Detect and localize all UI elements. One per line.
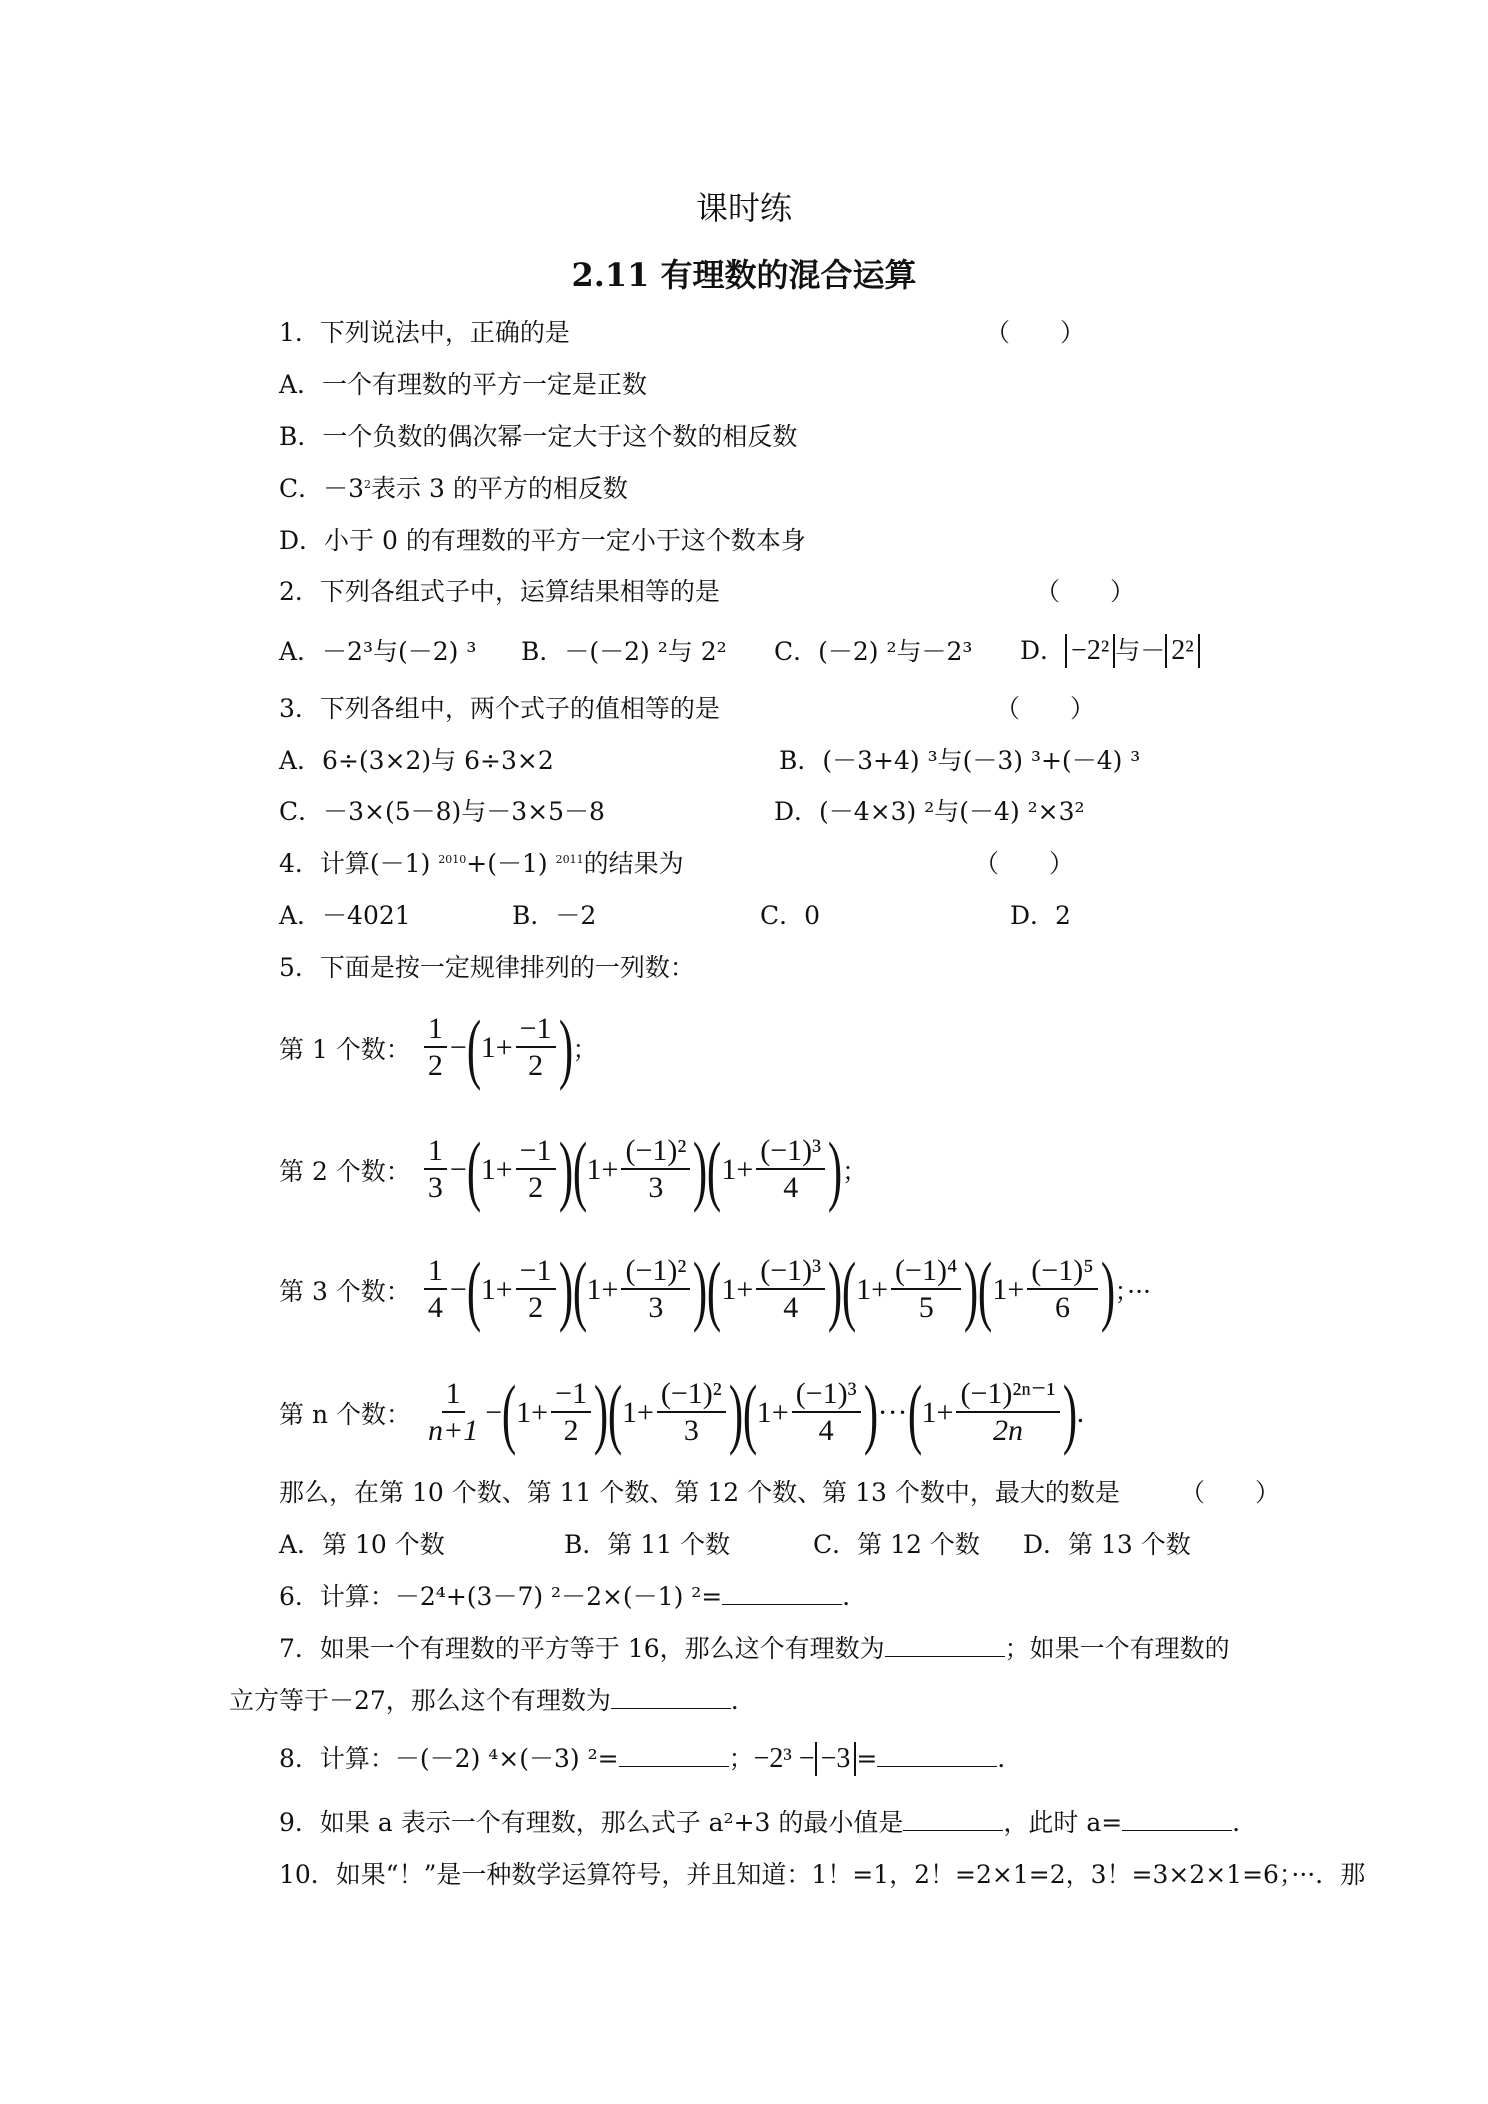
q8-answer-blank-2[interactable] (877, 1744, 997, 1767)
open-paren: ( (841, 1246, 857, 1333)
q5-option-c: C．第 12 个数 (813, 1530, 980, 1559)
q8-eq: = (856, 1744, 878, 1773)
term-frac (516, 1012, 556, 1084)
q4-sup1: 2010 (438, 853, 467, 866)
one-plus: 1+ (992, 1273, 1025, 1306)
q3-option-a: A．6÷(3×2)与 6÷3×2 (279, 746, 554, 775)
open-paren: ( (466, 1246, 481, 1333)
q5-bracket: （ ） (1180, 1478, 1281, 1507)
q3-option-c: C．－3×(5－8)与－3×5－8 (279, 797, 605, 826)
q9-answer-blank-1[interactable] (903, 1808, 1003, 1831)
frac-den: 3 (648, 1171, 664, 1204)
frac-den: 2 (528, 1049, 544, 1082)
q1-option-a: A．一个有理数的平方一定是正数 (279, 370, 648, 399)
frac-num: (−1)²ⁿ⁻¹ (956, 1377, 1059, 1413)
semicolon: ； (842, 1157, 868, 1186)
frac-num: (−1)⁴ (891, 1254, 961, 1290)
open-paren: ( (466, 1004, 481, 1091)
frac-den: 3 (427, 1171, 443, 1204)
one-plus: 1+ (480, 1273, 513, 1306)
q7-text1: 7．如果一个有理数的平方等于 16，那么这个有理数为 (279, 1634, 885, 1663)
q5-row2-lead-frac (424, 1134, 447, 1206)
open-paren: ( (907, 1368, 922, 1456)
q4-option-c: C．0 (760, 901, 821, 930)
q9-mid: ，此时 a= (1003, 1808, 1123, 1837)
term-frac (756, 1254, 825, 1326)
frac-den: 4 (818, 1413, 834, 1447)
one-plus: 1+ (856, 1273, 889, 1306)
minus-sign: − (449, 1273, 467, 1306)
close-paren: ) (558, 1246, 573, 1333)
q6 (279, 1582, 867, 1612)
q8-answer-blank-1[interactable] (619, 1744, 729, 1767)
one-plus: 1+ (756, 1395, 789, 1429)
q2-option-b: B．－(－2) ²与 2² (521, 637, 727, 666)
q1-stem: 1．下列说法中，正确的是 (279, 318, 570, 347)
q1-option-b: B．一个负数的偶次幂一定大于这个数的相反数 (279, 422, 798, 451)
page-title: 2.11 有理数的混合运算 (571, 256, 917, 294)
open-paren: ( (607, 1368, 623, 1456)
q5-rown (279, 1355, 1084, 1470)
frac-den: 4 (427, 1291, 443, 1324)
close-paren: ) (1062, 1368, 1077, 1456)
q4-stem-mid: +(－1) (466, 849, 556, 878)
frac-num: −1 (551, 1377, 591, 1413)
frac-den: 2 (528, 1171, 544, 1204)
frac-den: 2 (563, 1413, 579, 1447)
one-plus: 1+ (516, 1395, 549, 1429)
q1-option-c (279, 474, 628, 504)
term-frac (1027, 1254, 1097, 1326)
term-frac (792, 1377, 861, 1449)
frac-num: 1 (442, 1377, 465, 1413)
page-subtitle: 课时练 (695, 189, 792, 227)
term-frac (956, 1377, 1059, 1449)
q5-row3 (279, 1235, 1161, 1345)
frac-num: (−1)² (621, 1134, 690, 1170)
q5-row1-label: 第 1 个数： (279, 1035, 411, 1064)
q5-stem: 5．下面是按一定规律排列的一列数： (279, 953, 695, 982)
q4-stem-pre: 4．计算(－1) (279, 849, 439, 878)
q4-option-b: B．－2 (512, 901, 597, 930)
term-frac (551, 1377, 591, 1449)
minus-sign: − (485, 1395, 503, 1429)
q8-mid: ； (728, 1744, 754, 1773)
q3-option-b: B．(－3+4) ³与(－3) ³+(－4) ³ (779, 746, 1141, 775)
frac-num: −1 (516, 1134, 556, 1170)
open-paren: ( (572, 1246, 587, 1333)
q9-answer-blank-2[interactable] (1122, 1808, 1232, 1831)
term-frac (516, 1254, 556, 1326)
open-paren: ( (707, 1246, 722, 1333)
open-paren: ( (978, 1246, 993, 1333)
close-paren: ) (693, 1126, 708, 1213)
q9-end: ． (1232, 1808, 1258, 1837)
frac-num: −1 (516, 1254, 556, 1290)
q5-question: 那么，在第 10 个数、第 11 个数、第 12 个数、第 13 个数中，最大的数是 (279, 1478, 1120, 1507)
open-paren: ( (707, 1126, 722, 1213)
q5-row1 (279, 1000, 608, 1096)
one-plus: 1+ (480, 1153, 513, 1186)
frac-num: 1 (424, 1012, 447, 1048)
frac-den: 3 (683, 1413, 699, 1447)
q1-c-post: 表示 3 的平方的相反数 (371, 474, 628, 503)
ellipsis: ；··· (1114, 1277, 1151, 1306)
frac-den: 6 (1054, 1291, 1070, 1324)
q2-option-c: C．(－2) ²与－2³ (774, 637, 973, 666)
frac-num: (−1)² (621, 1254, 690, 1290)
q8-text: 8．计算：－(－2) ⁴×(－3) ²= (279, 1744, 619, 1773)
q7-line2 (229, 1686, 756, 1716)
q5-row3-label: 第 3 个数： (279, 1277, 411, 1306)
q5-rown-label: 第 n 个数： (279, 1399, 411, 1429)
q3-option-d: D．(－4×3) ²与(－4) ²×3² (774, 797, 1085, 826)
frac-den: n+1 (428, 1413, 479, 1447)
frac-num: −1 (516, 1012, 556, 1048)
term-frac (756, 1134, 825, 1206)
close-paren: ) (828, 1246, 843, 1333)
q4-bracket: （ ） (974, 849, 1075, 878)
minus-sign: − (449, 1031, 467, 1064)
q3-stem: 3．下列各组中，两个式子的值相等的是 (279, 694, 720, 723)
q10-text: 10．如果“！”是一种数学运算符号，并且知道：1！=1，2！=2×1=2，3！=3×2×1=6；···．那 (279, 1860, 1366, 1889)
one-plus: 1+ (721, 1153, 754, 1186)
frac-num: 1 (424, 1254, 447, 1290)
frac-den: 3 (648, 1291, 664, 1324)
term-frac (621, 1134, 690, 1206)
q8 (279, 1742, 1022, 1776)
frac-num: (−1)³ (756, 1134, 825, 1170)
term-frac (657, 1377, 726, 1449)
semicolon: ； (572, 1035, 598, 1064)
frac-den: 5 (918, 1291, 934, 1324)
dots: ··· (877, 1395, 908, 1429)
q2-option-d (1020, 634, 1200, 668)
q2-d-abs1: −2² (1065, 634, 1115, 668)
q9 (279, 1808, 1257, 1838)
q1-bracket: （ ） (985, 318, 1086, 347)
close-paren: ) (558, 1004, 573, 1091)
q1-c-sup: 2 (364, 478, 372, 491)
q4-option-d: D．2 (1010, 901, 1071, 930)
close-paren: ) (693, 1246, 708, 1333)
open-paren: ( (742, 1368, 757, 1456)
q6-text: 6．计算：－2⁴+(3－7) ²－2×(－1) ²= (279, 1582, 723, 1611)
q5-row2-label: 第 2 个数： (279, 1157, 411, 1186)
open-paren: ( (502, 1368, 517, 1456)
close-paren: ) (964, 1246, 979, 1333)
one-plus: 1+ (921, 1395, 954, 1429)
q8-expr: −2³ − (753, 1743, 815, 1774)
q2-d-abs2: 2² (1165, 634, 1199, 668)
q4-stem (279, 849, 684, 879)
one-plus: 1+ (586, 1153, 619, 1186)
q3-bracket: （ ） (995, 694, 1096, 723)
term-frac (891, 1254, 961, 1326)
q5-row2 (279, 1115, 877, 1225)
q4-sup2: 2011 (555, 853, 584, 866)
term-frac (516, 1134, 556, 1206)
q2-stem: 2．下列各组式子中，运算结果相等的是 (279, 577, 720, 606)
q5-row3-lead-frac (424, 1254, 447, 1326)
frac-num: (−1)³ (756, 1254, 825, 1290)
q7-line1 (279, 1634, 1230, 1664)
q5-row1-lead-frac (424, 1012, 447, 1084)
frac-den: 4 (783, 1291, 799, 1324)
close-paren: ) (728, 1368, 743, 1456)
one-plus: 1+ (621, 1395, 654, 1429)
q4-option-a: A．－4021 (279, 901, 411, 930)
q1-option-d: D．小于 0 的有理数的平方一定小于这个数本身 (279, 526, 806, 555)
q2-bracket: （ ） (1035, 577, 1136, 606)
frac-den: 4 (783, 1171, 799, 1204)
q7-answer-blank-2[interactable] (611, 1686, 731, 1709)
one-plus: 1+ (480, 1031, 513, 1064)
q2-d-mid: 与－ (1115, 636, 1166, 665)
minus-sign: − (449, 1153, 467, 1186)
term-frac (621, 1254, 690, 1326)
frac-den: 2n (993, 1413, 1024, 1447)
q4-stem-post: 的结果为 (583, 849, 684, 878)
q7-text2: 立方等于－27，那么这个有理数为 (229, 1686, 611, 1715)
frac-num: (−1)² (657, 1377, 726, 1413)
frac-num: (−1)⁵ (1027, 1254, 1097, 1290)
q8-abs: −3 (815, 1742, 857, 1776)
frac-den: 2 (528, 1291, 544, 1324)
q5-option-b: B．第 11 个数 (564, 1530, 731, 1559)
one-plus: 1+ (586, 1273, 619, 1306)
open-paren: ( (466, 1126, 481, 1213)
q5-option-d: D．第 13 个数 (1023, 1530, 1191, 1559)
q7-answer-blank-1[interactable] (885, 1634, 1005, 1657)
q5-rown-lead-frac (424, 1377, 482, 1449)
q9-text: 9．如果 a 表示一个有理数，那么式子 a²+3 的最小值是 (279, 1808, 904, 1837)
frac-den: 2 (427, 1049, 443, 1082)
q7-end: ． (730, 1686, 756, 1715)
q5-option-a: A．第 10 个数 (279, 1530, 445, 1559)
frac-num: 1 (424, 1134, 447, 1170)
q2-d-label: D． (1020, 636, 1066, 665)
q6-answer-blank[interactable] (722, 1582, 842, 1605)
period: . (1076, 1395, 1085, 1429)
close-paren: ) (593, 1368, 609, 1456)
frac-num: (−1)³ (792, 1377, 861, 1413)
q1-c-pre: C．－3 (279, 474, 365, 503)
q8-end: ． (997, 1744, 1023, 1773)
close-paren: ) (828, 1126, 843, 1213)
open-paren: ( (572, 1126, 587, 1213)
q7-text1b: ；如果一个有理数的 (1004, 1634, 1230, 1663)
close-paren: ) (863, 1368, 878, 1456)
q2-option-a: A．－2³与(－2) ³ (279, 637, 477, 666)
close-paren: ) (558, 1126, 573, 1213)
q6-end: ． (842, 1582, 868, 1611)
close-paren: ) (1100, 1246, 1115, 1333)
one-plus: 1+ (721, 1273, 754, 1306)
